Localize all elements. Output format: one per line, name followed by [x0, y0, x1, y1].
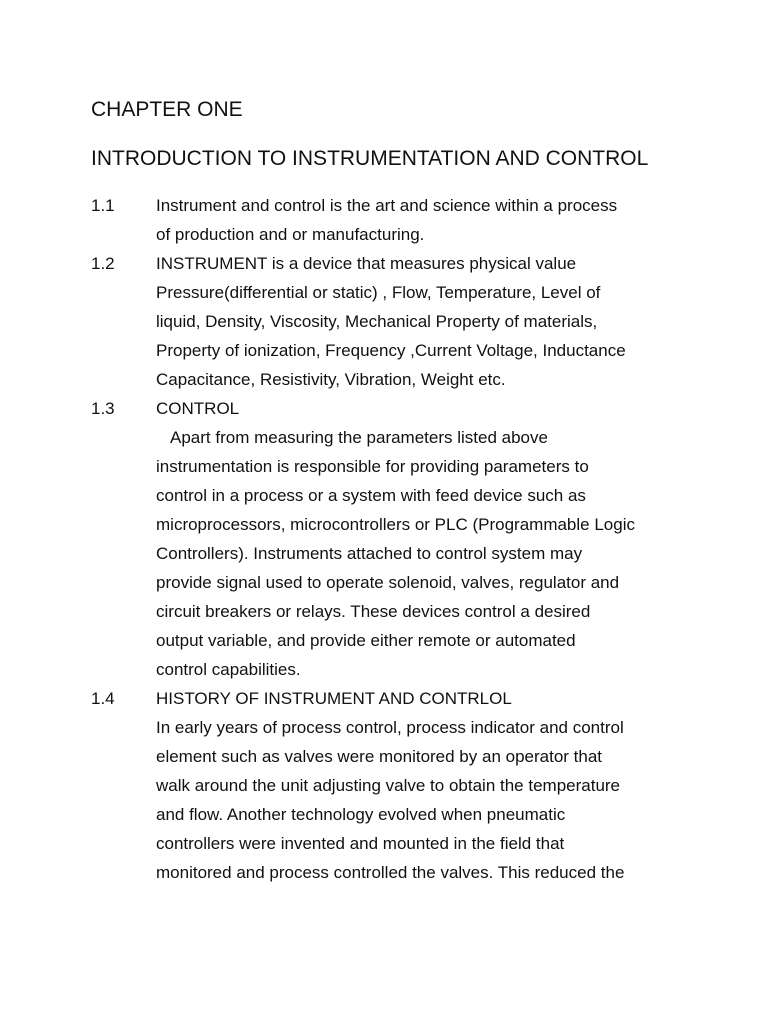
text-line: monitored and process controlled the valves. This reduced the — [156, 863, 625, 882]
text-line: INSTRUMENT is a device that measures physical value — [156, 254, 577, 273]
text-line: microprocessors, microcontrollers or PLC (Programmable Logic — [156, 515, 635, 534]
text-line: Capacitance, Resistivity, Vibration, Weight etc. — [156, 370, 506, 389]
chapter-title: INTRODUCTION TO INSTRUMENTATION AND CONTROL — [91, 147, 649, 170]
section-text — [156, 394, 686, 684]
text-line: In early years of process control, process indicator and control — [156, 718, 624, 737]
section-text — [156, 249, 686, 394]
section-1-1 — [0, 191, 768, 249]
section-text — [156, 191, 686, 249]
text-line: Pressure(differential or static) , Flow, Temperature, Level of — [156, 283, 601, 302]
text-line: of production and or manufacturing. — [156, 225, 425, 244]
section-1-4 — [0, 684, 768, 887]
chapter-heading: CHAPTER ONE — [91, 98, 243, 121]
section-number: 1.1 — [91, 196, 115, 215]
text-line: liquid, Density, Viscosity, Mechanical Property of materials, — [156, 312, 598, 331]
section-text — [156, 684, 686, 887]
text-line: control capabilities. — [156, 660, 301, 679]
text-line: controllers were invented and mounted in the field that — [156, 834, 565, 853]
section-number: 1.2 — [91, 254, 115, 273]
text-line: circuit breakers or relays. These devices control a desired — [156, 602, 591, 621]
text-line: Apart from measuring the parameters listed above — [170, 428, 548, 447]
section-number: 1.4 — [91, 689, 115, 708]
section-1-3 — [0, 394, 768, 684]
section-number: 1.3 — [91, 399, 115, 418]
text-line: control in a process or a system with feed device such as — [156, 486, 586, 505]
text-line: Instrument and control is the art and science within a process — [156, 196, 618, 215]
text-line: Property of ionization, Frequency ,Current Voltage, Inductance — [156, 341, 626, 360]
text-line: element such as valves were monitored by an operator that — [156, 747, 603, 766]
text-line: instrumentation is responsible for providing parameters to — [156, 457, 589, 476]
section-1-2 — [0, 249, 768, 394]
section-heading: HISTORY OF INSTRUMENT AND CONTRLOL — [156, 689, 512, 708]
text-line: Controllers). Instruments attached to control system may — [156, 544, 583, 563]
sections-list — [0, 191, 768, 887]
section-heading: CONTROL — [156, 399, 240, 418]
text-line: walk around the unit adjusting valve to obtain the temperature — [156, 776, 621, 795]
text-line: provide signal used to operate solenoid, valves, regulator and — [156, 573, 620, 592]
text-line: and flow. Another technology evolved when pneumatic — [156, 805, 566, 824]
text-line: output variable, and provide either remote or automated — [156, 631, 576, 650]
